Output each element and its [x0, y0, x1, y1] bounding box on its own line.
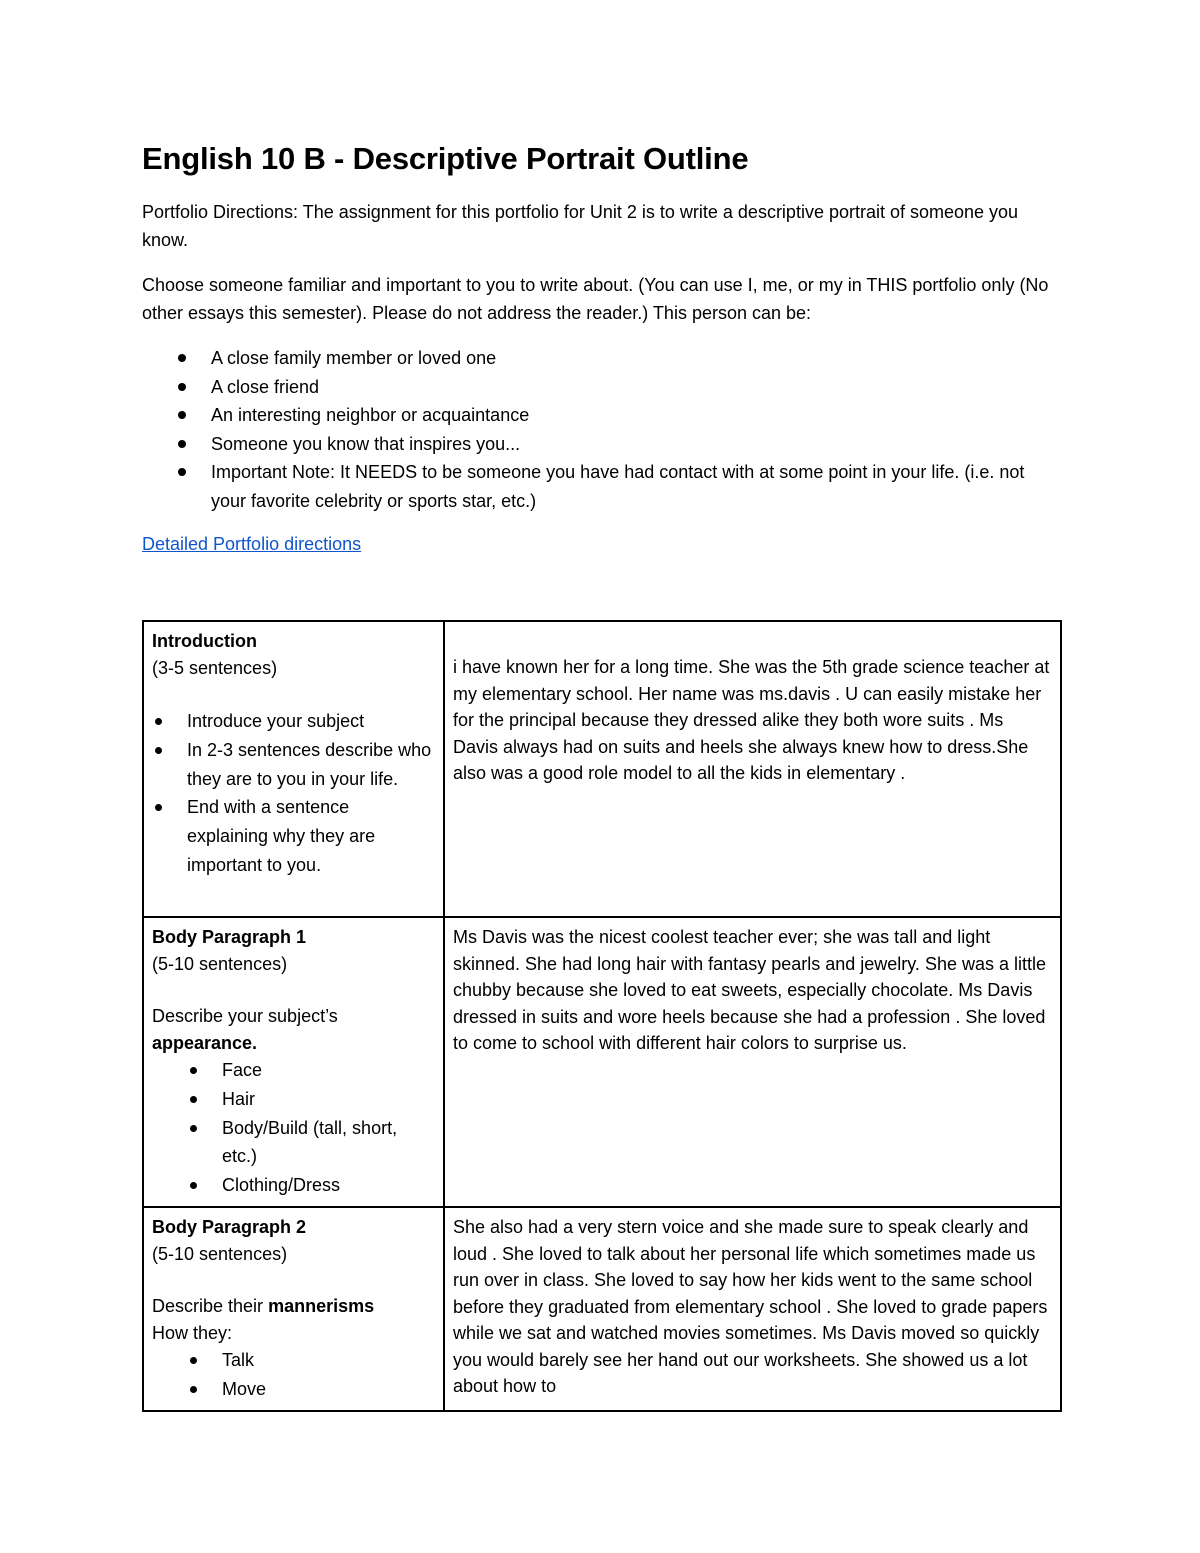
- body2-prompt-prefix: Describe their: [152, 1296, 264, 1316]
- body2-title: Body Paragraph 2: [152, 1217, 307, 1237]
- body1-bullet-list: [152, 1056, 435, 1200]
- body1-response-text: Ms Davis was the nicest coolest teacher ever; she was tall and light skinned. She had long hair with fantasy pearls and jewelry. She was a little chubby because she loved to eat sweets, especially chocolate. Ms Davis dressed in suits and wore heels because she had a profession . She loved to come to school with different hair colors to surprise us.: [453, 927, 1046, 1053]
- intro-prompt-cell: [143, 621, 444, 917]
- subject-options-list: [142, 344, 1062, 515]
- intro-sentence-count: (3-5 sentences): [152, 657, 278, 678]
- body2-prompt-line2: How they:: [152, 1322, 233, 1343]
- body2-sentence-count: (5-10 sentences): [152, 1243, 288, 1264]
- portfolio-instructions: Choose someone familiar and important to you to write about. (You can use I, me, or my in THIS portfolio only (No other essays this semester). Please do not address the reader.) This person can be:: [142, 275, 1049, 324]
- intro-title: Introduction: [152, 631, 257, 651]
- body2-response-cell[interactable]: [444, 1207, 1061, 1411]
- body2-prompt-bold: mannerisms: [268, 1296, 375, 1316]
- list-item: End with a sentence explaining why they are important to you.: [152, 793, 435, 879]
- list-item: Hair: [152, 1085, 435, 1114]
- table-row: [143, 621, 1061, 917]
- list-item: Body/Build (tall, short, etc.): [152, 1114, 435, 1172]
- table-row: [143, 1207, 1061, 1411]
- intro-response-text: i have known her for a long time. She was the 5th grade science teacher at my elementary school. Her name was ms.davis . U can easily mistake her for the principal because they dressed alike they both wore suits . Ms Davis always had on suits and heels she always knew how to dress.She also was a good role model to all the kids in elementary .: [453, 657, 1050, 783]
- list-item: Talk: [152, 1346, 435, 1375]
- list-item: An interesting neighbor or acquaintance: [142, 401, 1062, 430]
- document-header: [142, 140, 1062, 558]
- list-item: Clothing/Dress: [152, 1171, 435, 1200]
- body1-response-cell[interactable]: [444, 917, 1061, 1207]
- body1-prompt-prefix: Describe your subject’s: [152, 1006, 338, 1026]
- body2-response-text: She also had a very stern voice and she made sure to speak clearly and loud . She loved to talk about her personal life which sometimes made us run over in class. She loved to say how her kids went to the same school before they graduated from elementary school . She loved to grade papers while we sat and watched movies sometimes. Ms Davis moved so quickly you would barely see her hand out our worksheets. She showed us a lot about how to: [453, 1217, 1048, 1396]
- portfolio-directions: Portfolio Directions: The assignment for this portfolio for Unit 2 is to write a descriptive portrait of someone you know.: [142, 202, 1019, 251]
- list-item: Someone you know that inspires you...: [142, 430, 1062, 459]
- body2-prompt: [152, 1293, 435, 1320]
- list-item: Face: [152, 1056, 435, 1085]
- body2-prompt-cell: [143, 1207, 444, 1411]
- intro-response-cell[interactable]: [444, 621, 1061, 917]
- body1-prompt-cell: [143, 917, 444, 1207]
- list-item: Important Note: It NEEDS to be someone you have had contact with at some point in your life. (i.e. not your favorite celebrity or sports star, etc.): [142, 458, 1062, 515]
- list-item: A close friend: [142, 373, 1062, 402]
- list-item: Move: [152, 1375, 435, 1404]
- detailed-directions-link[interactable]: Detailed Portfolio directions: [142, 534, 362, 555]
- table-row: [143, 917, 1061, 1207]
- body1-title: Body Paragraph 1: [152, 927, 307, 947]
- page-title: English 10 B - Descriptive Portrait Outline: [142, 141, 749, 176]
- body1-prompt: [152, 1003, 435, 1056]
- list-item: In 2-3 sentences describe who they are to you in your life.: [152, 736, 435, 794]
- intro-bullet-list: [152, 707, 435, 880]
- body1-sentence-count: (5-10 sentences): [152, 953, 288, 974]
- list-item: A close family member or loved one: [142, 344, 1062, 373]
- body2-bullet-list: [152, 1346, 435, 1404]
- list-item: Introduce your subject: [152, 707, 435, 736]
- outline-table: [142, 620, 1062, 1412]
- body1-prompt-bold: appearance.: [152, 1032, 258, 1053]
